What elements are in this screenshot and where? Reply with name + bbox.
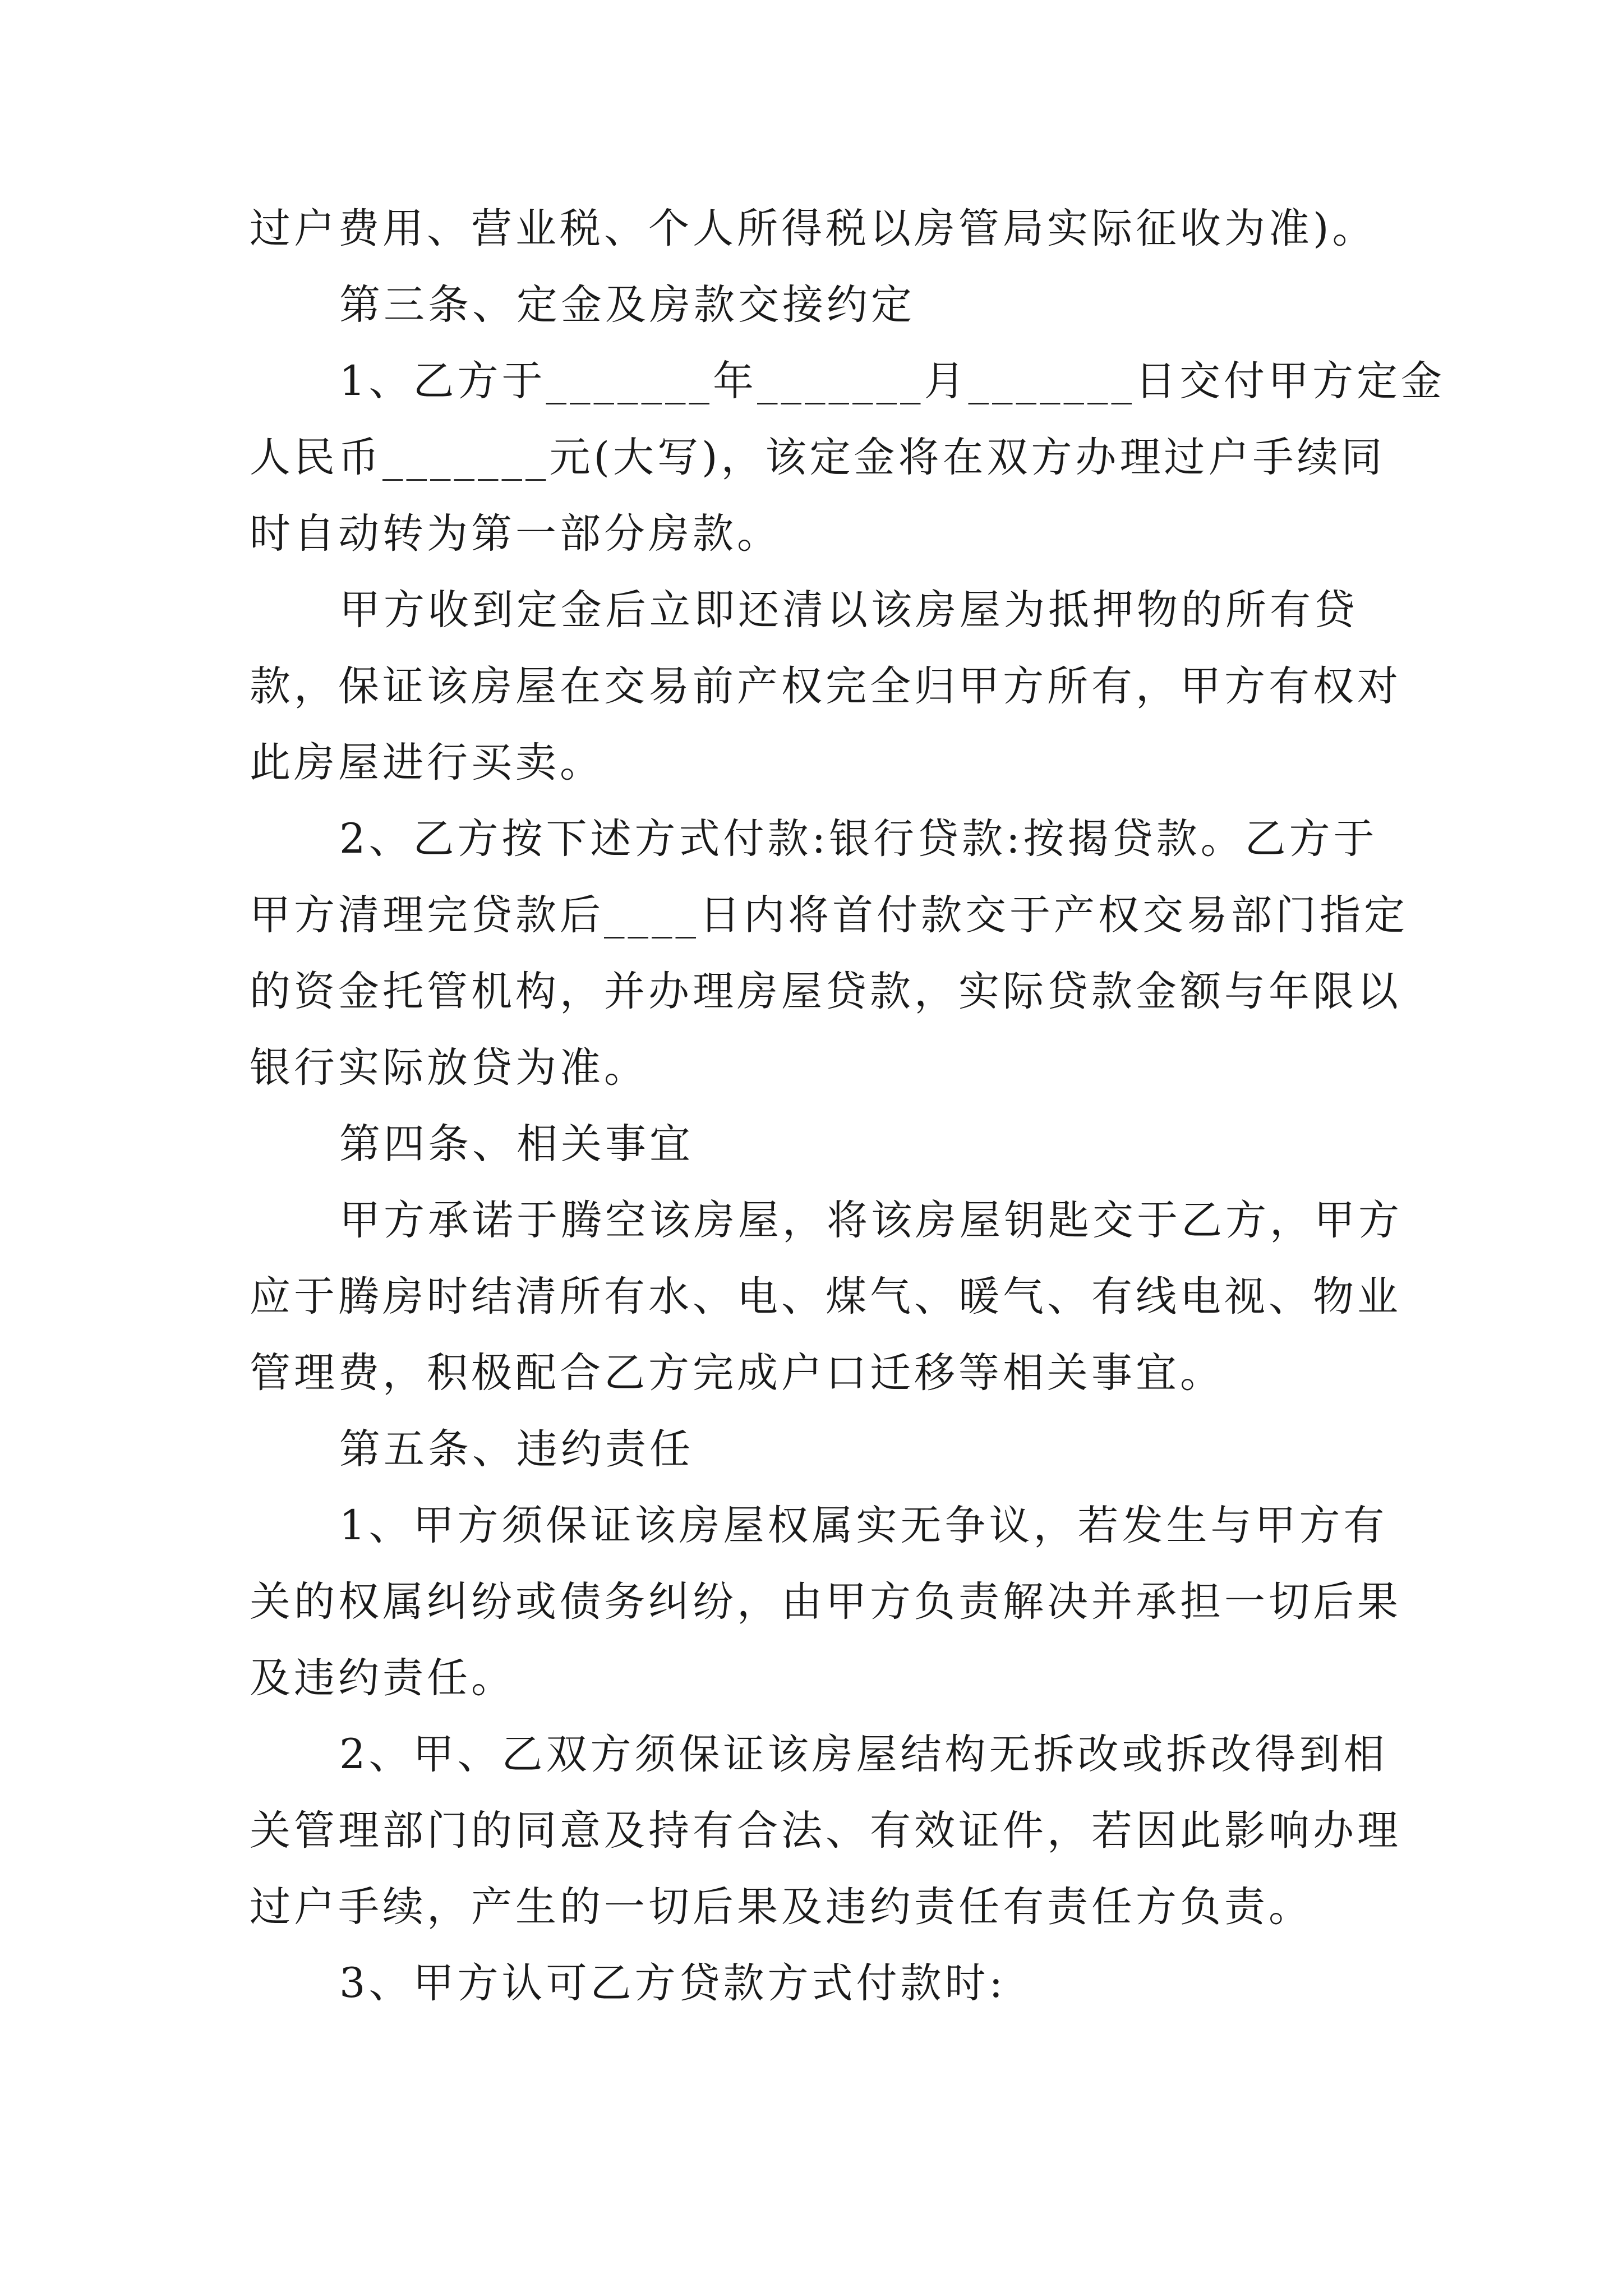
text-line: 的资金托管机构，并办理房屋贷款，实际贷款金额与年限以 [250,968,1401,1015]
text-line: 1、乙方于_______年_______月_______日交付甲方定金 [339,357,1445,405]
text-line: 2、乙方按下述方式付款:银行贷款:按揭贷款。乙方于 [339,815,1378,863]
text-line: 2、甲、乙双方须保证该房屋结构无拆改或拆改得到相 [339,1731,1388,1778]
document-body [250,191,1445,2022]
text-line: 过户费用、营业税、个人所得税以房管局实际征收为准)。 [250,205,1377,252]
text-line: 此房屋进行买卖。 [250,739,604,786]
text-line: 3、甲方认可乙方贷款方式付款时: [339,1959,1007,2007]
text-line: 1、甲方须保证该房屋权属实无争议，若发生与甲方有 [339,1502,1388,1549]
text-line: 甲方承诺于腾空该房屋，将该房屋钥匙交于乙方，甲方 [339,1197,1403,1244]
section-heading-5: 第五条、违约责任 [339,1425,694,1473]
section-heading-4: 第四条、相关事宜 [339,1120,694,1168]
text-line: 人民币_______元(大写)，该定金将在双方办理过户手续同 [250,434,1386,481]
text-line: 及违约责任。 [250,1654,515,1702]
text-line: 关管理部门的同意及持有合法、有效证件，若因此影响办理 [250,1807,1401,1855]
text-line: 银行实际放贷为准。 [250,1044,648,1092]
text-line: 甲方清理完贷款后____日内将首付款交于产权交易部门指定 [250,891,1408,939]
text-line: 甲方收到定金后立即还清以该房屋为抵押物的所有贷 [339,586,1358,634]
text-line: 管理费，积极配合乙方完成户口迁移等相关事宜。 [250,1349,1224,1397]
text-line: 关的权属纠纷或债务纠纷，由甲方负责解决并承担一切后果 [250,1578,1401,1626]
section-heading-3: 第三条、定金及房款交接约定 [339,281,915,329]
text-line: 时自动转为第一部分房款。 [250,510,781,558]
text-line: 应于腾房时结清所有水、电、煤气、暖气、有线电视、物业 [250,1273,1401,1320]
text-line: 款，保证该房屋在交易前产权完全归甲方所有，甲方有权对 [250,662,1401,710]
text-line: 过户手续，产生的一切后果及违约责任有责任方负责。 [250,1883,1313,1931]
